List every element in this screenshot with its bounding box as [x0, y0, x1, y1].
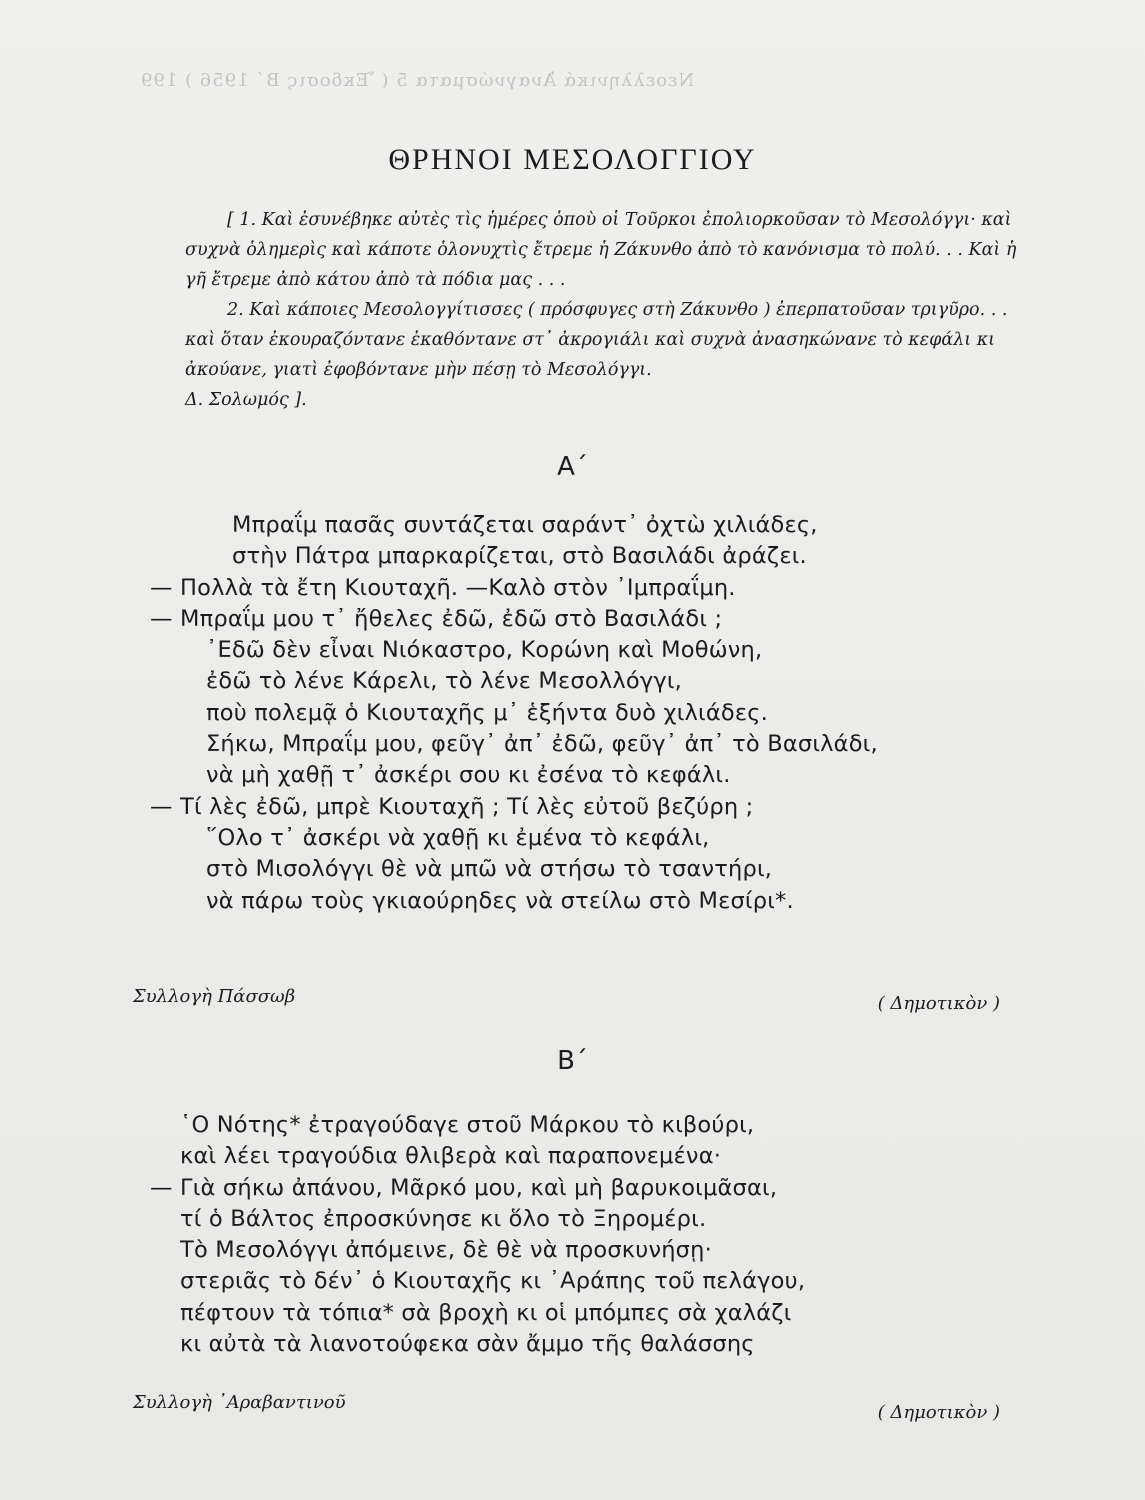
verse-text: Τὸ Μεσολόγγι ἀπόμεινε, δὲ θὲ νὰ προσκυνήσῃ·	[180, 1237, 712, 1264]
running-header: Νεοελληνικά Ἀναγνώσματα 5 ( Ἔκδοσις Β΄ 1956 ) 199	[140, 70, 695, 91]
source-b: Συλλογὴ ᾿Αραβαντινοῦ	[133, 1392, 346, 1413]
dialogue-dash: —	[150, 574, 173, 601]
poem-line	[150, 604, 878, 635]
verse-text: Πολλὰ τὰ ἔτη Κιουταχῆ. —Καλὸ στὸν ᾿Ιμπραΐμη.	[180, 574, 736, 601]
verse-text: Σήκω, Μπραΐμ μου, φεῦγ᾽ ἀπ᾽ ἐδῶ, φεῦγ᾽ ἀπ᾽ τὸ Βασιλάδι,	[206, 731, 878, 758]
poem-line	[150, 541, 878, 572]
poem-line	[150, 1235, 805, 1266]
verse-text: Μπραΐμ μου τ᾽ ἤθελες ἐδῶ, ἐδῶ στὸ Βασιλάδι ;	[180, 605, 723, 632]
poem-line	[150, 792, 878, 823]
poem-line	[150, 854, 878, 885]
verse-text: στεριᾶς τὸ δέν᾽ ὁ Κιουταχῆς κι ᾽Αράπης τοῦ πελάγου,	[180, 1268, 806, 1295]
poem-line	[150, 823, 878, 854]
verse-text: ᾿Εδῶ δὲν εἶναι Νιόκαστρο, Κορώνη καὶ Μοθώνη,	[206, 637, 763, 664]
poem-line	[150, 635, 878, 666]
dialogue-dash: —	[150, 605, 173, 632]
poem-line	[150, 729, 878, 760]
verse-text: ῞Ολο τ᾽ ἀσκέρι νὰ χαθῇ κι ἐμένα τὸ κεφάλι,	[206, 824, 710, 851]
verse-text: Μπραΐμ πασᾶς συντάζεται σαράντ᾽ ὀχτὼ χιλιάδες,	[232, 512, 818, 538]
poem-line	[150, 1266, 805, 1297]
verse-text: Γιὰ σήκω ἀπάνου, Μᾶρκό μου, καὶ μὴ βαρυκοιμᾶσαι,	[180, 1174, 778, 1201]
dialogue-dash: —	[150, 1174, 173, 1201]
verse-text: τί ὁ Βάλτος ἐπροσκύνησε κι ὅλο τὸ Ξηρομέρι.	[180, 1205, 707, 1232]
poem-line	[150, 1329, 805, 1360]
poem-line	[150, 886, 878, 917]
intro-paragraph-1: [ 1. Καὶ ἐσυνέβηκε αὐτὲς τὶς ἡμέρες ὁποὺ οἱ Τοῦρκοι ἐπολιορκοῦσαν τὸ Μεσολόγγι· καὶ συχνὰ ὁλημερὶς καὶ κάποτε ὁλονυχτὶς ἔτρεμε ἡ Ζάκυνθο ἀπὸ τὸ κανόνισμα τὸ πολύ. . . Καὶ ἡ γῆ ἔτρεμε ἀπὸ κάτου ἀπὸ τὰ πόδια μας . . .	[185, 210, 1017, 290]
poem-line	[150, 1298, 805, 1329]
verse-text: στὸ Μισολόγγι θὲ νὰ μπῶ νὰ στήσω τὸ τσαντήρι,	[206, 856, 773, 883]
poem-line	[150, 510, 878, 541]
page-title: ΘΡΗΝΟΙ ΜΕΣΟΛΟΓΓΙΟΥ	[388, 143, 757, 176]
verse-text: κι αὐτὰ τὰ λιανοτούφεκα σὰν ἄμμο τῆς θαλάσσης	[180, 1331, 755, 1358]
poem-line	[150, 760, 878, 791]
verse-text: πέφτουν τὰ τόπια* σὰ βροχὴ κι οἱ μπόμπες σὰ χαλάζι	[180, 1299, 792, 1326]
intro-signature: Δ. Σολωμός ].	[185, 390, 307, 410]
verse-text: καὶ λέει τραγούδια θλιβερὰ καὶ παραπονεμένα·	[180, 1143, 722, 1170]
verse-text: ἐδῶ τὸ λένε Κάρελι, τὸ λένε Μεσολλόγγι,	[206, 668, 683, 695]
verse-text: ποὺ πολεμᾷ ὁ Κιουταχῆς μ᾽ ἑξήντα δυὸ χιλιάδες.	[206, 699, 768, 726]
poem-line	[150, 1110, 805, 1141]
intro-paragraph-2: 2. Καὶ κάποιες Μεσολογγίτισσες ( πρόσφυγες στὴ Ζάκυνθο ) ἐπερπατοῦσαν τριγῦρο. . . καὶ ὅταν ἐκουραζόντανε ἐκαθόντανε στ᾽ ἀκρογιάλι καὶ συχνὰ ἀνασηκώνανε τὸ κεφάλι κι ἀκούανε, γιατὶ ἐφοβόντανε μὴν πέσῃ τὸ Μεσολόγγι.	[185, 300, 1008, 380]
intro-note	[185, 205, 1025, 415]
verse-text: ῾Ο Νότης* ἐτραγούδαγε στοῦ Μάρκου τὸ κιβούρι,	[180, 1112, 755, 1138]
verse-text: νὰ μὴ χαθῇ τ᾽ ἀσκέρι σου κι ἐσένα τὸ κεφάλι.	[206, 762, 731, 789]
verse-text: Τί λὲς ἐδῶ, μπρὲ Κιουταχῆ ; Τί λὲς εὐτοῦ βεζύρη ;	[180, 793, 754, 820]
poem-line	[150, 1173, 805, 1204]
poem-line	[150, 573, 878, 604]
section-b-heading: Β΄	[557, 1046, 588, 1076]
section-a-heading: Α΄	[557, 452, 588, 482]
poem-line	[150, 1141, 805, 1172]
poem-b	[150, 1110, 805, 1360]
poem-a	[150, 510, 878, 917]
poem-line	[150, 1204, 805, 1235]
poem-line	[150, 666, 878, 697]
source-a: Συλλογὴ Πάσσωβ	[133, 986, 296, 1007]
poem-line	[150, 698, 878, 729]
dialogue-dash: —	[150, 793, 173, 820]
verse-text: στὴν Πάτρα μπαρκαρίζεται, στὸ Βασιλάδι ἀράζει.	[232, 543, 807, 570]
genre-a: ( Δημοτικὸν )	[877, 993, 1000, 1014]
verse-text: νὰ πάρω τοὺς γκιαούρηδες νὰ στείλω στὸ Μεσίρι*.	[206, 887, 794, 914]
genre-b: ( Δημοτικὸν )	[877, 1402, 1000, 1423]
